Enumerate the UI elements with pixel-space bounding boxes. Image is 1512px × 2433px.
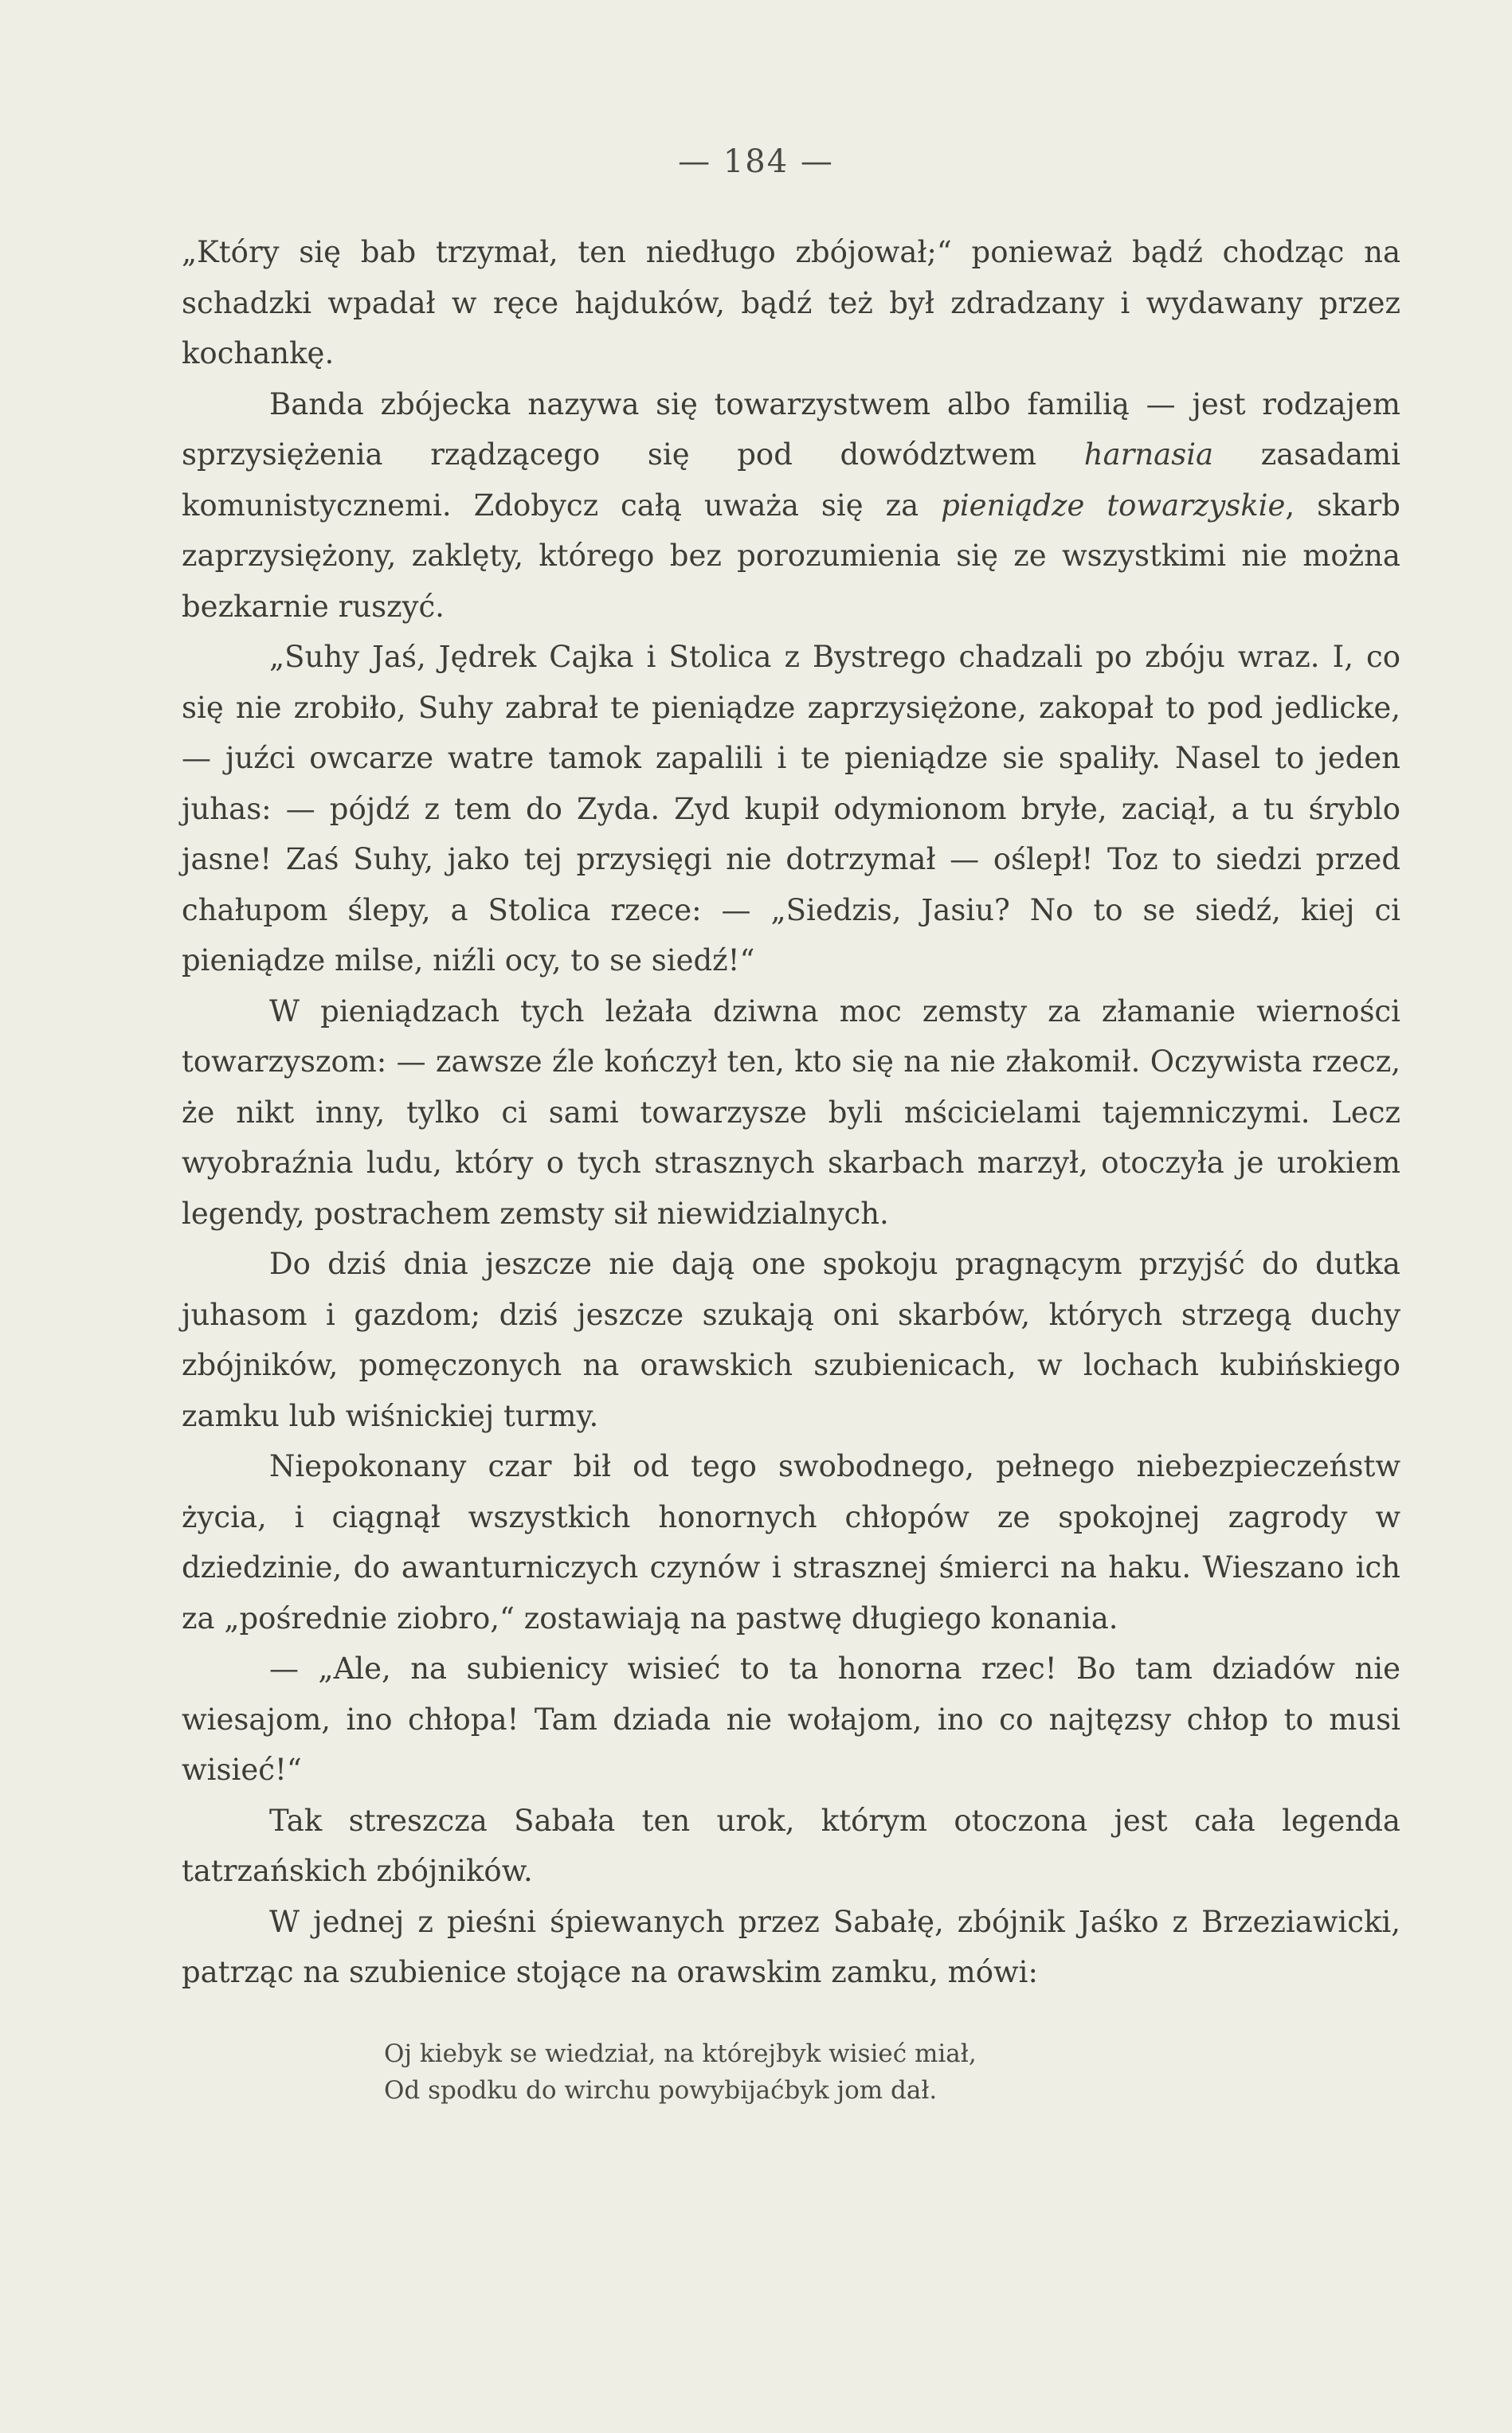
verse-line: Od spodku do wirchu powybijaćbyk jom dał.	[384, 2076, 938, 2105]
page-number-header: — 184 —	[678, 143, 834, 180]
paragraph	[182, 986, 1400, 1240]
text-run: , skarb zaprzysiężony, zaklęty, którego bez porozumienia się ze wszystkimi nie można bezkarnie ruszyć.	[182, 488, 1400, 624]
text-run: Banda zbójecka nazywa się towarzystwem albo familią — jest rodzajem sprzysiężenia rządzącego się pod dowództwem	[182, 386, 1400, 472]
text-run: Tak streszcza Sabała ten urok, którym otoczona jest cała legenda tatrzańskich zbójników.	[182, 1803, 1400, 1888]
verse-line: Oj kiebyk se wiedział, na którejbyk wisieć miał,	[384, 2039, 977, 2068]
text-run: W pieniądzach tych leżała dziwna moc zemsty za złamanie wierności towarzyszom: — zawsze źle kończył ten, kto się na nie złakomił. Oczywista rzecz, że nikt inny, tylko ci sami towarzysze byli mścicielami tajemniczymi. Lecz wyobraźnia ludu, który o tych strasznych skarbach marzył, otoczyła je urokiem legendy, postrachem zemsty sił niewidzialnych.	[182, 993, 1400, 1231]
body-text	[182, 227, 1400, 1998]
paragraph	[182, 632, 1400, 986]
text-run: zasadami komunistycznemi. Zdobycz całą uważa się za	[182, 437, 1400, 523]
text-run: „Który się bab trzymał, ten niedługo zbójował;“ ponieważ bądź chodząc na schadzki wpadał w ręce hajduków, bądź też był zdradzany i wydawany przez kochankę.	[182, 235, 1400, 370]
paragraph	[182, 1239, 1400, 1441]
text-run: — „Ale, na subienicy wisieć to ta honorna rzec! Bo tam dziadów nie wiesajom, ino chłopa! Tam dziada nie wołajom, ino co najtęzsy chłop to musi wisieć!“	[182, 1651, 1400, 1787]
paragraph	[182, 379, 1400, 633]
paragraph	[182, 1897, 1400, 1998]
italic-term: pieniądze towarzyskie	[941, 488, 1286, 523]
paragraph	[182, 1644, 1400, 1796]
verse-quote	[384, 2035, 977, 2109]
text-run: W jednej z pieśni śpiewanych przez Sabałę, zbójnik Jaśko z Brzeziawicki, patrząc na szubienice stojące na orawskim zamku, mówi:	[182, 1904, 1400, 1989]
italic-term: harnasia	[1083, 437, 1214, 472]
paragraph	[182, 227, 1400, 379]
paragraph	[182, 1796, 1400, 1897]
text-run: Do dziś dnia jeszcze nie dają one spokoju pragnącym przyjść do dutka juhasom i gazdom; dziś jeszcze szukają oni skarbów, których strzegą duchy zbójników, pomęczonych na orawskich szubienicach, w lochach kubińskiego zamku lub wiśnickiej turmy.	[182, 1247, 1400, 1433]
text-run: „Suhy Jaś, Jędrek Cajka i Stolica z Bystrego chadzali po zbóju wraz. I, co się nie zrobiło, Suhy zabrał te pieniądze zaprzysiężone, zakopał to pod jedlicke, — juźci owcarze watre tamok zapalili i te pieniądze sie spaliły. Nasel to jeden juhas: — pójdź z tem do Zyda. Zyd kupił odymionom bryłe, zaciął, a tu śryblo jasne! Zaś Suhy, jako tej przysięgi nie dotrzymał — oślepł! Toz to siedzi przed chałupom ślepy, a Stolica rzece: — „Siedzis, Jasiu? No to se siedź, kiej ci pieniądze milse, niźli ocy, to se siedź!“	[182, 640, 1400, 978]
paragraph	[182, 1441, 1400, 1644]
text-run: Niepokonany czar bił od tego swobodnego, pełnego niebezpieczeństw życia, i ciągnął wszystkich honornych chłopów ze spokojnej zagrody w dziedzinie, do awanturniczych czynów i strasznej śmierci na haku. Wieszano ich za „pośrednie ziobro,“ zostawiają na pastwę długiego konania.	[182, 1449, 1400, 1636]
